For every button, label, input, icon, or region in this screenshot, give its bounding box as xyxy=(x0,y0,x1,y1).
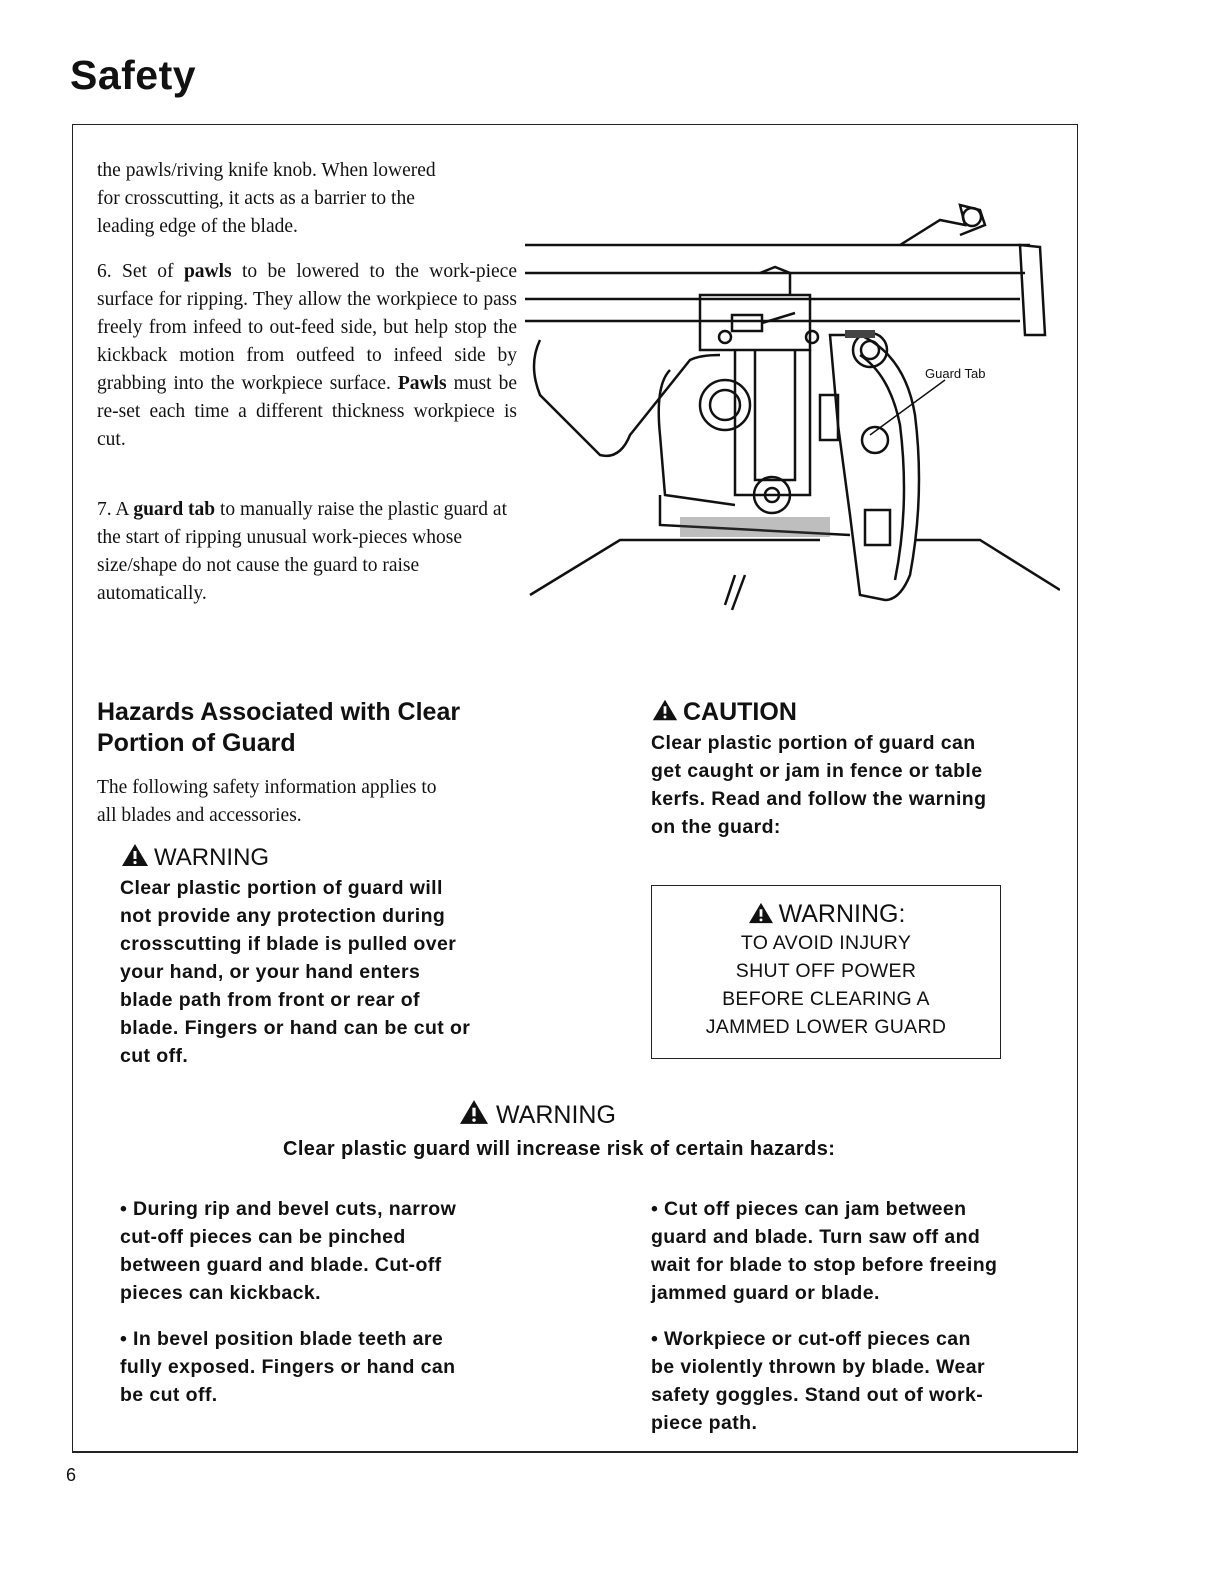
warning-title: WARNING xyxy=(154,844,270,871)
warning-line: blade path from front or rear of xyxy=(120,989,420,1011)
caution-title: CAUTION xyxy=(683,698,797,726)
guard-label-title xyxy=(652,900,1000,929)
bullet-line: be cut off. xyxy=(120,1384,218,1406)
bullet-left-2 xyxy=(120,1325,455,1409)
bullet-line: be violently thrown by blade. Wear xyxy=(651,1356,985,1378)
intro-line: leading edge of the blade. xyxy=(97,216,298,237)
hazards-intro xyxy=(97,774,527,830)
item-6-bold-pawls: pawls xyxy=(183,261,232,282)
warning-body-left xyxy=(120,874,470,1070)
warning-triangle-icon xyxy=(456,1098,492,1126)
item-7-lead: 7. A xyxy=(97,499,134,520)
intro-line: the pawls/riving knife knob. When lowered xyxy=(97,160,436,181)
center-warning-title: WARNING xyxy=(496,1101,616,1129)
bullet-line: jammed guard or blade. xyxy=(651,1282,880,1304)
bullet-line: cut-off pieces can be pinched xyxy=(120,1226,406,1248)
bullet-right-2 xyxy=(651,1325,985,1437)
page-number: 6 xyxy=(66,1465,77,1485)
caution-line: get caught or jam in fence or table xyxy=(651,760,983,782)
warning-line: Clear plastic portion of guard will xyxy=(120,877,443,899)
warning-line: not provide any protection during xyxy=(120,905,446,927)
bullet-line: • Workpiece or cut-off pieces can xyxy=(651,1328,971,1350)
warning-line: your hand, or your hand enters xyxy=(120,961,421,983)
warning-triangle-icon xyxy=(747,901,775,925)
hazards-intro-line: all blades and accessories. xyxy=(97,805,302,826)
bullet-line: • Cut off pieces can jam between xyxy=(651,1198,967,1220)
item-6-text: to be lowered to the work-piece surface for ripping. They allow the workpiece to pass freely from infeed to out-feed side, but help stop the kickback motion from outfeed to infeed side by grabbing into the workpiece surface. xyxy=(97,261,517,394)
warning-line: blade. Fingers or hand can be cut or xyxy=(120,1017,471,1039)
warning-triangle-icon xyxy=(120,842,150,868)
warning-line: crosscutting if blade is pulled over xyxy=(120,933,457,955)
figure-callout-guard-tab: Guard Tab xyxy=(925,366,986,381)
warning-line: cut off. xyxy=(120,1045,189,1067)
bullet-line: guard and blade. Turn saw off and xyxy=(651,1226,981,1248)
guard-label-line: TO AVOID INJURY xyxy=(740,932,912,954)
bullet-line: pieces can kickback. xyxy=(120,1282,321,1304)
caution-line: on the guard: xyxy=(651,816,781,838)
bullet-line: between guard and blade. Cut-off xyxy=(120,1254,442,1276)
warning-heading-left xyxy=(120,842,269,872)
item-7-bold: guard tab xyxy=(133,499,216,520)
item-6-pawls xyxy=(97,258,517,454)
caution-heading xyxy=(651,697,797,726)
page-title: Safety xyxy=(70,52,197,98)
hazards-intro-line: The following safety information applies to xyxy=(97,777,437,798)
item-6-bold-pawls-2: Pawls xyxy=(397,373,447,394)
intro-paragraph xyxy=(97,157,527,241)
hazards-heading-line: Hazards Associated with Clear xyxy=(97,698,461,726)
caution-line: kerfs. Read and follow the warning xyxy=(651,788,987,810)
item-6-lead: 6. Set of xyxy=(97,261,184,282)
bullet-line: safety goggles. Stand out of work- xyxy=(651,1384,984,1406)
bullet-line: • During rip and bevel cuts, narrow xyxy=(120,1198,457,1220)
guard-label-title-text: WARNING: xyxy=(778,900,906,928)
caution-triangle-icon xyxy=(651,697,679,723)
hazards-heading-line: Portion of Guard xyxy=(97,729,296,757)
guard-label-line: SHUT OFF POWER xyxy=(735,960,917,982)
bullet-line: piece path. xyxy=(651,1412,758,1434)
bullet-right-1 xyxy=(651,1195,997,1307)
bullet-line: fully exposed. Fingers or hand can xyxy=(120,1356,456,1378)
guard-label-line: BEFORE CLEARING A xyxy=(722,988,930,1010)
caution-body xyxy=(651,729,986,841)
item-6-text-2: must be re-set each time a different thickness workpiece is cut. xyxy=(97,373,517,450)
center-warning-heading xyxy=(456,1098,616,1129)
bullet-left-1 xyxy=(120,1195,456,1307)
item-7-guard-tab xyxy=(97,496,517,608)
caution-line: Clear plastic portion of guard can xyxy=(651,732,976,754)
intro-line: for crosscutting, it acts as a barrier to the xyxy=(97,188,415,209)
center-warning-subtitle: Clear plastic guard will increase risk of certain hazards: xyxy=(283,1138,836,1160)
bullet-line: wait for blade to stop before freeing xyxy=(651,1254,998,1276)
item-7-text: to manually raise the plastic guard at the start of ripping unusual work-pieces whose size/shape do not cause the guard to raise automatically. xyxy=(97,499,507,604)
radial-arm-saw-illustration xyxy=(520,195,1060,625)
guard-warning-label xyxy=(651,885,1001,1059)
guard-label-line: JAMMED LOWER GUARD xyxy=(705,1016,947,1038)
bullet-line: • In bevel position blade teeth are xyxy=(120,1328,444,1350)
hazards-heading xyxy=(97,697,460,759)
